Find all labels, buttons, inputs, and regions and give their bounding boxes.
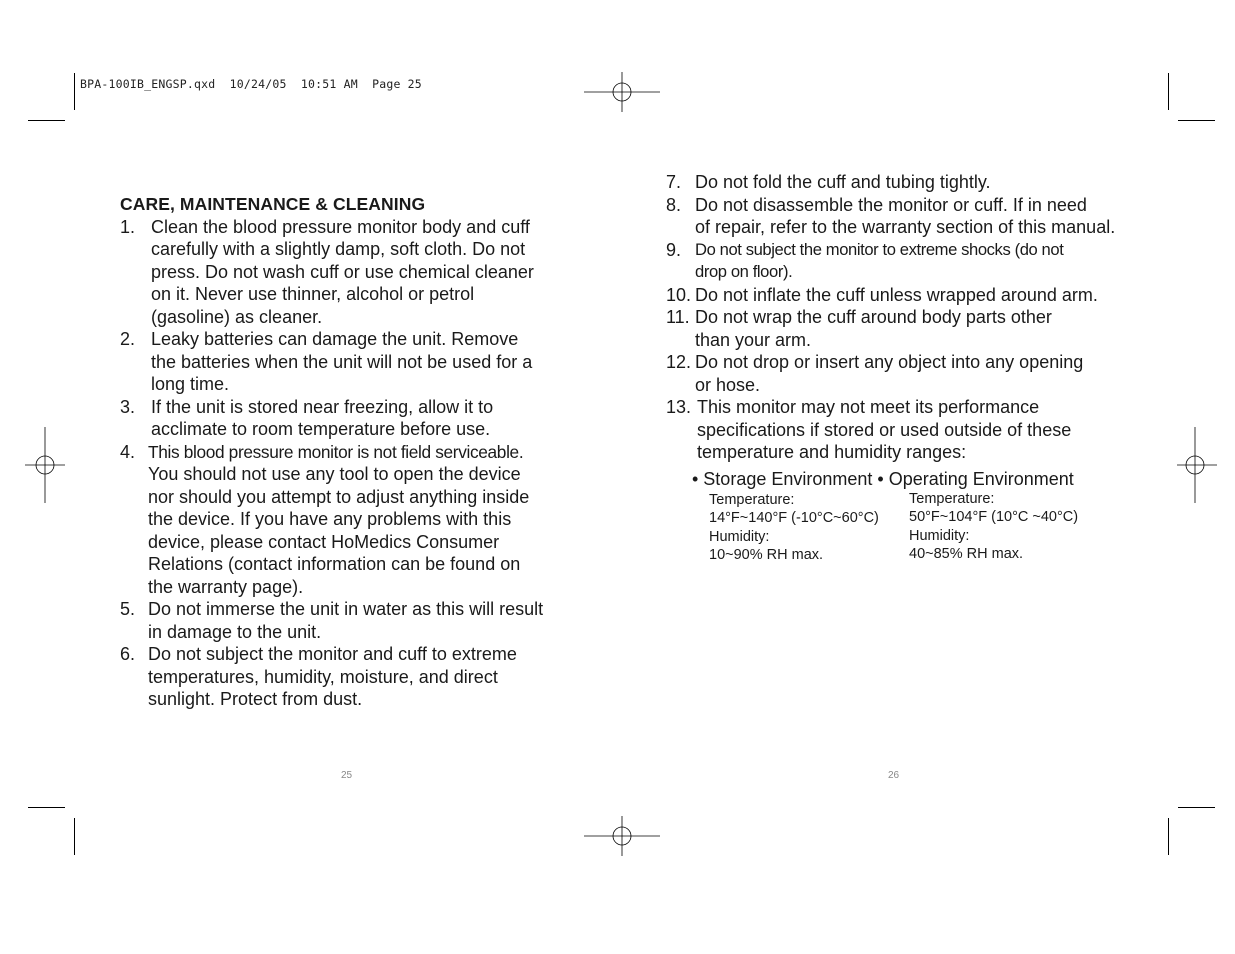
list-number: 2. bbox=[120, 329, 136, 349]
list-line: temperatures, humidity, moisture, and direct bbox=[148, 666, 498, 687]
list-line: This monitor may not meet its performance bbox=[697, 397, 1040, 417]
list-item-6 bbox=[120, 643, 580, 711]
registration-mark-right-icon bbox=[1177, 427, 1217, 503]
list-number: 12. bbox=[666, 352, 692, 372]
list-line: Relations (contact information can be found on bbox=[148, 554, 521, 574]
storage-humidity-label: Humidity: bbox=[709, 528, 770, 545]
list-line: If the unit is stored near freezing, allow it to bbox=[151, 396, 494, 417]
printer-slug: BPA-100IB_ENGSP.qxd 10/24/05 10:51 AM Page 25 bbox=[80, 77, 422, 91]
list-line: carefully with a slightly damp, soft cloth. Do not bbox=[151, 239, 526, 259]
list-item-10 bbox=[666, 284, 1146, 307]
list-item-13 bbox=[666, 396, 1146, 464]
list-number: 1. bbox=[120, 216, 136, 237]
list-number: 8. bbox=[666, 194, 682, 215]
list-number: 7. bbox=[666, 172, 682, 192]
list-line: Do not immerse the unit in water as this will result bbox=[148, 599, 544, 619]
list-number: 3. bbox=[120, 396, 136, 417]
list-line: long time. bbox=[151, 374, 230, 394]
list-line: Do not subject the monitor to extreme shocks (do not bbox=[695, 239, 1064, 259]
list-item-7 bbox=[666, 171, 1146, 194]
storage-humidity-value: 10~90% RH max. bbox=[709, 547, 824, 563]
list-item-5 bbox=[120, 598, 580, 643]
list-number: 9. bbox=[666, 239, 682, 260]
registration-mark-top-icon bbox=[584, 72, 660, 112]
list-item-8 bbox=[666, 194, 1146, 239]
operating-environment bbox=[909, 490, 1109, 565]
operating-humidity-label: Humidity: bbox=[909, 527, 970, 544]
list-number: 6. bbox=[120, 644, 136, 664]
crop-mark-bottom-left-h bbox=[28, 807, 65, 808]
list-item-12 bbox=[666, 351, 1146, 396]
list-item-2 bbox=[120, 328, 580, 396]
list-line: than your arm. bbox=[695, 329, 812, 350]
list-line: on it. Never use thinner, alcohol or petrol bbox=[151, 284, 475, 304]
operating-temp-label: Temperature: bbox=[909, 490, 995, 507]
list-number: 10. bbox=[666, 284, 692, 305]
section-heading: CARE, MAINTENANCE & CLEANING bbox=[120, 194, 426, 214]
crop-mark-bottom-right-v bbox=[1168, 818, 1169, 855]
list-line: temperature and humidity ranges: bbox=[697, 442, 967, 462]
list-line: Do not drop or insert any object into any opening bbox=[695, 352, 1084, 372]
left-page-content bbox=[120, 193, 580, 711]
list-line: the warranty page). bbox=[148, 576, 304, 597]
list-number: 5. bbox=[120, 599, 136, 619]
operating-temp-value: 50°F~104°F (10°C ~40°C) bbox=[909, 509, 1079, 525]
list-line: the device. If you have any problems with this bbox=[148, 509, 512, 529]
list-number: 4. bbox=[120, 441, 136, 462]
storage-temp-value: 14°F~140°F (-10°C~60°C) bbox=[709, 510, 879, 526]
crop-mark-top-left-v bbox=[74, 73, 75, 110]
list-line: specifications if stored or used outside of these bbox=[697, 419, 1072, 440]
list-item-4 bbox=[120, 441, 580, 599]
list-line: Clean the blood pressure monitor body and cuff bbox=[151, 216, 530, 237]
list-number: 13. bbox=[666, 397, 692, 417]
list-line: of repair, refer to the warranty section of this manual. bbox=[695, 217, 1116, 237]
crop-mark-top-left-h bbox=[28, 120, 65, 121]
right-page-content bbox=[666, 171, 1146, 565]
list-line: Leaky batteries can damage the unit. Remove bbox=[151, 329, 519, 349]
list-line: device, please contact HoMedics Consumer bbox=[148, 531, 500, 552]
list-line: sunlight. Protect from dust. bbox=[148, 689, 363, 709]
list-item-3 bbox=[120, 396, 580, 441]
list-line: or hose. bbox=[695, 374, 761, 395]
list-item-11 bbox=[666, 306, 1146, 351]
registration-mark-bottom-icon bbox=[584, 816, 660, 856]
crop-mark-bottom-right-h bbox=[1178, 807, 1215, 808]
environment-specs bbox=[666, 467, 1146, 565]
list-line: Do not subject the monitor and cuff to extreme bbox=[148, 644, 517, 664]
crop-mark-top-right-v bbox=[1168, 73, 1169, 110]
list-line: Do not fold the cuff and tubing tightly. bbox=[695, 172, 991, 192]
list-line: acclimate to room temperature before use. bbox=[151, 419, 491, 439]
crop-mark-bottom-left-v bbox=[74, 818, 75, 855]
page-number-right: 26 bbox=[888, 770, 900, 781]
crop-mark-top-right-h bbox=[1178, 120, 1215, 121]
list-line: You should not use any tool to open the device bbox=[148, 464, 521, 484]
list-line: (gasoline) as cleaner. bbox=[151, 306, 323, 327]
list-item-9 bbox=[666, 239, 1146, 284]
list-line: nor should you attempt to adjust anything inside bbox=[148, 486, 530, 507]
list-number: 11. bbox=[666, 307, 690, 327]
page-number-left: 25 bbox=[341, 770, 353, 781]
operating-humidity-value: 40~85% RH max. bbox=[909, 546, 1024, 562]
list-line: This blood pressure monitor is not field serviceable. bbox=[148, 441, 524, 462]
list-line: the batteries when the unit will not be used for a bbox=[151, 351, 533, 372]
list-line: Do not disassemble the monitor or cuff. If in need bbox=[695, 194, 1087, 215]
list-item-1 bbox=[120, 216, 580, 329]
list-line: drop on floor). bbox=[695, 262, 793, 281]
list-line: in damage to the unit. bbox=[148, 621, 322, 642]
storage-temp-label: Temperature: bbox=[709, 491, 795, 508]
environment-header: • Storage Environment • Operating Environment bbox=[692, 468, 1074, 489]
list-line: press. Do not wash cuff or use chemical cleaner bbox=[151, 261, 534, 282]
environment-columns bbox=[709, 491, 1146, 565]
list-line: Do not wrap the cuff around body parts other bbox=[695, 307, 1052, 327]
registration-mark-left-icon bbox=[25, 427, 65, 503]
storage-environment bbox=[709, 491, 909, 565]
list-line: Do not inflate the cuff unless wrapped around arm. bbox=[695, 284, 1098, 305]
